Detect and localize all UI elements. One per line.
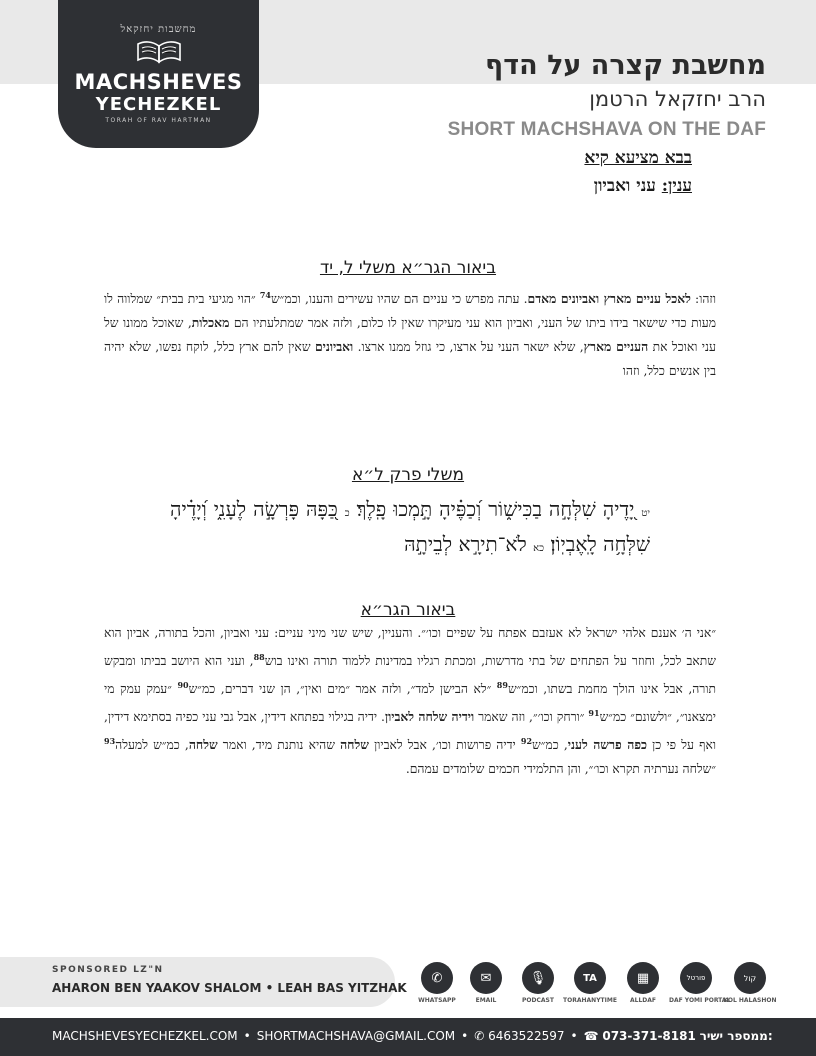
verse-21: לֹא־תִירָ֣א לְבֵיתָ֣הּ	[404, 532, 527, 556]
verse-number: כ	[344, 508, 350, 519]
logo-hebrew: מחשבות יחזקאל	[120, 24, 197, 35]
section-heading-mishlei-31: משלי פרק ל״א	[351, 465, 465, 485]
page-title-english: SHORT MACHSHAVA ON THE DAF	[447, 119, 766, 140]
logo-tagline: TORAH OF RAV HARTMAN	[105, 117, 212, 124]
kol-halashon-number[interactable]: 073-371-8181	[602, 1029, 696, 1043]
sponsor-names: AHARON BEN YAAKOV SHALOM • LEAH BAS YITZHAK	[52, 981, 407, 995]
podcast-icon: 🎙	[522, 962, 554, 994]
kol-halashon-small-icon: ☎	[583, 1029, 599, 1043]
mishlei-31-verse-text	[170, 494, 650, 564]
link-label: DAF YOMI PORTAL	[669, 997, 731, 1004]
alldaf-icon: ▦	[627, 962, 659, 994]
verse-19: יָ֭דֶיהָ שִׁלְּחָ֣ה בַכִּישׁ֑וֹר וְ֝כַפֶּ֗יהָ תָּ֣מְכוּ פָֽלֶךְ׃	[356, 497, 635, 521]
link-icons-row	[410, 962, 780, 1008]
link-label: ALLDAF	[629, 997, 656, 1004]
logo-line-1: MACHSHEVES	[74, 70, 243, 94]
email-address-link[interactable]: SHORTMACHSHAVA@GMAIL.COM	[256, 1029, 456, 1043]
dafyomi-portal-icon: פורטל	[680, 962, 712, 994]
open-book-icon	[136, 38, 182, 64]
link-label: PODCAST	[522, 997, 554, 1004]
masechta-title: בבא מציעא קיא	[584, 148, 692, 168]
gra-mishlei-30-paragraph: וזהו: לאכל עניים מארץ ואביונים מאדם. עתה מפרש כי עניים הם שהיו עשירים והענו, וכמ״ש$^{74}$ ״הוי מגיעי בית בבית״ שמלווה לו מעות כדי שישאר בידו ביתו של העני, ואביון הוא עני מעיקרו שאין לו כלום, ולזה אמר שמתלעתיו הם מאכלות, שאוכל ממונו של עני ואוכל את העניים מארץ, שלא ישאר העני על ארצו, כי גוזל ממנו ארצו. ואביונים שאין להם ארץ כלל, לוקח נפשו, שלא יהיה בין אנשים כלל, וזהו	[104, 290, 716, 379]
alldaf-link[interactable]	[616, 962, 670, 1004]
whatsapp-link[interactable]	[410, 962, 464, 1004]
link-label: WHATSAPP	[418, 997, 456, 1004]
kol-halashon-icon: קול	[734, 962, 766, 994]
link-label: KOL HALASHON	[723, 997, 777, 1004]
whatsapp-small-icon: ✆	[474, 1029, 485, 1043]
sponsor-label: SPONSORED LZ"N	[52, 965, 164, 975]
section-heading-gra-mishlei-30: ביאור הגר״א משלי ל, יד	[319, 258, 497, 278]
topic-label: ענין:	[661, 176, 692, 196]
author-name: הרב יחזקאל הרטמן	[589, 87, 766, 111]
email-link[interactable]	[459, 962, 513, 1004]
whatsapp-number[interactable]: 6463522597	[488, 1029, 565, 1043]
page-title-hebrew: מחשבת קצרה על הדף	[485, 50, 766, 81]
section-heading-gra: ביאור הגר״א	[360, 600, 456, 620]
dafyomi-portal-link[interactable]	[669, 962, 731, 1004]
topic-value: עני ואביון	[593, 176, 656, 196]
verse-number: יט	[641, 508, 650, 519]
link-label: EMAIL	[475, 997, 497, 1004]
direct-number-label: ממספר ישיר:	[699, 1029, 773, 1043]
gra-paragraph: ״אני ה׳ אענם אלהי ישראל לא אעזבם אפתח על שפיים וכו׳״. והעניין, שיש שני מיני עניים: עני ואביון, והכל בתורה, אביון הוא שתאב לכל, וחוזר על הפתחים של בתי מדרשות, ומכתת רגליו במדינות ללמוד תורה ואינו בוש$^{88}$, ועני הוא היושב בביתו ומבקש תורה, אבל אינו הולך מחמת בשתו, וכמ״ש$^{89}$ ״לא הבישן למד״, ולזה אמר ״מים ואין״, הן שני דברים, כמ״ש$^{90}$ ״עמק עמק מי ימצאנו״, ״ולשונם״ כמ״ש$^{91}$ ״ורחק וכו׳״, וזה שאמר וידיה שלחה לאביון. ידיה בגילוי בפתחא דידין, אבל גבי עני כפיה בסתימא דידין, ואף על פי כן כפה פרשה לעני, כמ״ש$^{92}$ ידיה פרושות וכו׳, אבל לאביון שלחה שהיא נותנת מיד, ואמר שלחה, כמ״ש למעלה$^{93}$ ״שלחה נערתיה תקרא וכו׳״, והן התלמידי חכמים שלומדים עמהם.	[104, 626, 717, 777]
torahanytime-link[interactable]	[563, 962, 617, 1004]
verse-20: כַּ֭פָּהּ פָּרְשָׂ֣ה לֶעָנִ֑י וְ֝יָדֶ֗יהָ שִׁלְּחָ֥ה לָֽאֶבְיֽוֹן׃	[170, 497, 650, 556]
verse-number: כא	[533, 543, 544, 554]
website-link[interactable]: MACHSHEVESYECHEZKEL.COM	[52, 1029, 238, 1043]
torahanytime-icon: TA	[574, 962, 606, 994]
kol-halashon-link[interactable]	[723, 962, 777, 1004]
footer-bar	[0, 1018, 816, 1056]
link-label: TORAHANYTIME	[563, 997, 617, 1004]
brand-logo[interactable]	[58, 0, 259, 148]
topic-line	[594, 176, 692, 196]
podcast-link[interactable]	[511, 962, 565, 1004]
email-icon: ✉	[470, 962, 502, 994]
whatsapp-icon: ✆	[421, 962, 453, 994]
footer-contact-line: MACHSHEVESYECHEZKEL.COM • SHORTMACHSHAVA@GMAIL.COM • ✆ 6463522597 • ☎ 073-371-8181 ממספר ישיר:	[52, 1029, 773, 1043]
logo-line-2: YECHEZKEL	[95, 94, 222, 115]
